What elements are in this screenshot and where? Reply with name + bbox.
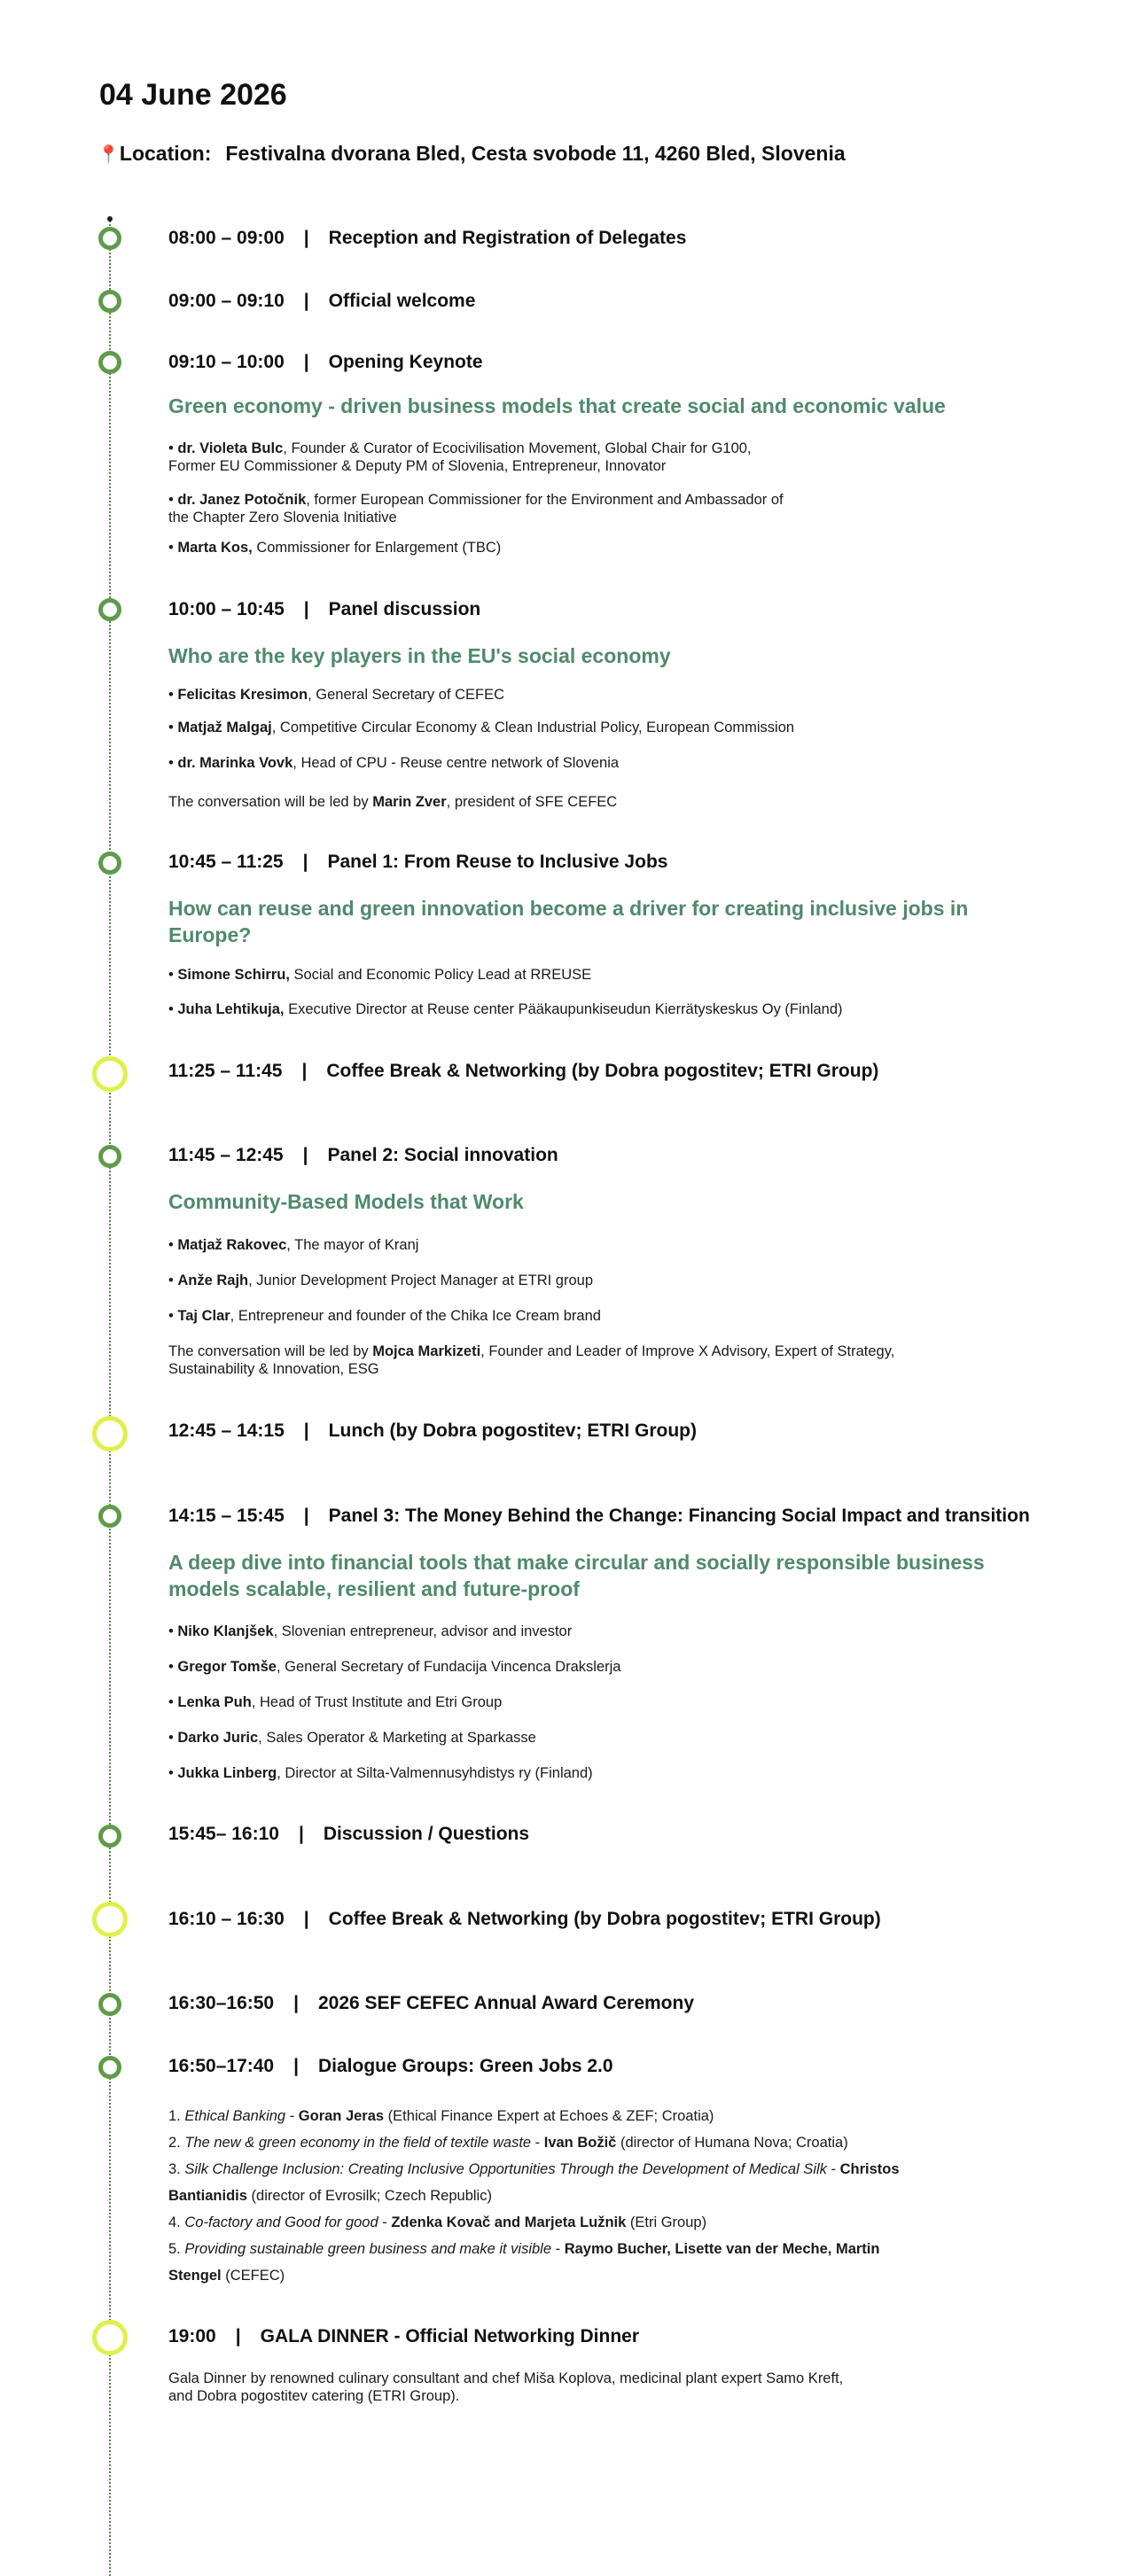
pin-icon: 📍 — [98, 145, 120, 165]
speaker-item: • Niko Klanjšek, Slovenian entrepreneur, advisor and investor — [168, 1623, 573, 1639]
speaker-name: dr. Marinka Vovk — [177, 755, 293, 771]
slot-separator: | — [302, 1145, 308, 1165]
location-line — [98, 142, 846, 166]
speaker-name: dr. Janez Potočnik — [177, 492, 307, 508]
group-dash: - — [285, 2108, 299, 2124]
group-number: 1. — [168, 2108, 181, 2124]
speaker-role: , Head of CPU - Reuse centre network of Slovenia — [293, 755, 620, 771]
speaker-role: , Head of Trust Institute and Etri Group — [251, 1694, 503, 1710]
moderator-role-cont: Sustainability & Innovation, ESG — [168, 1361, 379, 1377]
timeline-node — [98, 1993, 121, 2016]
group-dash: - — [531, 2135, 544, 2151]
speaker-role: , General Secretary of CEFEC — [308, 687, 505, 703]
group-people: Raymo Bucher, Lisette van der Meche, Martin — [564, 2241, 880, 2257]
dialogue-group-item — [168, 2129, 1055, 2156]
slot-separator: | — [303, 291, 309, 311]
schedule-slot — [168, 1506, 1055, 1527]
group-topic: Providing sustainable green business and make it visible — [184, 2241, 552, 2257]
session-subtitle: Who are the key players in the EU's social economy — [168, 644, 671, 667]
schedule-slot — [168, 1824, 1055, 1845]
schedule-slot — [168, 1145, 1055, 1166]
timeline-node — [98, 290, 121, 313]
dialogue-group-list — [168, 2103, 1055, 2289]
schedule-slot — [168, 291, 1055, 312]
slot-time: 11:25 – 11:45 — [168, 1061, 283, 1081]
slot-title: Lunch (by Dobra pogostitev; ETRI Group) — [328, 1420, 697, 1441]
speaker-role: , Founder & Curator of Ecocivilisation Movement, Global Chair for G100, — [283, 440, 752, 456]
page-title: 04 June 2026 — [99, 78, 287, 112]
speaker-role: , Junior Development Project Manager at ETRI group — [248, 1272, 593, 1288]
speaker-item: • dr. Marinka Vovk, Head of CPU - Reuse centre network of Slovenia — [168, 755, 620, 771]
slot-time: 11:45 – 12:45 — [168, 1145, 284, 1165]
group-number: 5. — [168, 2241, 181, 2257]
speaker-item: • dr. Violeta Bulc, Founder & Curator of Ecocivilisation Movement, Global Chair for G100, Former EU Commissioner & Deputy PM of Slovenia, Entrepreneur, Innovator — [168, 440, 752, 474]
dialogue-group-item — [168, 2156, 1055, 2209]
group-people: Ivan Božič — [543, 2135, 617, 2151]
speaker-name: Matjaž Malgaj — [177, 720, 272, 735]
group-number: 2. — [168, 2135, 181, 2151]
timeline-node — [98, 1825, 121, 1848]
timeline-node-break — [92, 2320, 128, 2355]
schedule-slot — [168, 2056, 1055, 2077]
timeline-node — [98, 227, 121, 250]
speaker-role-cont: Former EU Commissioner & Deputy PM of Slovenia, Entrepreneur, Innovator — [168, 458, 667, 474]
session-note — [168, 2370, 1055, 2405]
speaker-item: • Matjaž Rakovec, The mayor of Kranj — [168, 1237, 419, 1253]
group-dash: - — [551, 2241, 565, 2257]
subtitle-line: A deep dive into financial tools that make circular and socially responsible business — [168, 1551, 985, 1574]
session-subtitle: Community-Based Models that Work — [168, 1190, 524, 1213]
note-line: Gala Dinner by renowned culinary consultant and chef Miša Koplova, medicinal plant expert Samo Kreft, — [168, 2370, 844, 2386]
timeline-node — [98, 852, 121, 875]
speaker-name: Matjaž Rakovec — [177, 1237, 287, 1253]
timeline-node — [98, 1505, 121, 1528]
subtitle-line: Europe? — [168, 923, 252, 946]
slot-title: Discussion / Questions — [323, 1824, 530, 1844]
speaker-name: Taj Clar — [177, 1308, 230, 1324]
timeline-start-dot — [107, 216, 113, 222]
group-number: 4. — [168, 2214, 181, 2230]
speaker-role: Commissioner for Enlargement (TBC) — [252, 540, 502, 556]
group-topic: Silk Challenge Inclusion: Creating Inclusive Opportunities Through the Development of Medical Silk — [184, 2161, 827, 2177]
note-line: and Dobra pogostitev catering (ETRI Group). — [168, 2388, 460, 2404]
speaker-name: Gregor Tomše — [177, 1659, 277, 1675]
dialogue-group-item — [168, 2209, 1055, 2236]
slot-title: 2026 SEF CEFEC Annual Award Ceremony — [318, 1993, 695, 2013]
group-people-cont: Bantianidis — [168, 2188, 247, 2204]
slot-title: GALA DINNER - Official Networking Dinner — [260, 2326, 640, 2346]
speaker-name: Darko Juric — [177, 1730, 259, 1746]
slot-separator: | — [303, 599, 309, 619]
speaker-item: • Darko Juric, Sales Operator & Marketing at Sparkasse — [168, 1730, 536, 1746]
subtitle-line: models scalable, resilient and future-proof — [168, 1577, 580, 1600]
speaker-name: Marta Kos, — [177, 540, 253, 556]
schedule-slot — [168, 352, 1055, 373]
speaker-name: Simone Schirru, — [177, 967, 290, 983]
speaker-role: , General Secretary of Fundacija Vincenca Drakslerja — [276, 1659, 621, 1675]
timeline-node-break — [92, 1902, 128, 1937]
slot-time: 09:10 – 10:00 — [168, 352, 285, 372]
moderator-note — [168, 793, 1055, 811]
group-topic: Ethical Banking — [184, 2108, 286, 2124]
location-value: Festivalna dvorana Bled, Cesta svobode 11, 4260 Bled, Slovenia — [225, 142, 846, 165]
slot-separator: | — [302, 852, 308, 872]
slot-title: Coffee Break & Networking (by Dobra pogostitev; ETRI Group) — [328, 1909, 881, 1929]
session-subtitle — [168, 1549, 1046, 1602]
moderator-note — [168, 1342, 1055, 1378]
slot-title: Opening Keynote — [328, 352, 483, 372]
slot-separator: | — [303, 1506, 309, 1526]
speaker-item: • Gregor Tomše, General Secretary of Fundacija Vincenca Drakslerja — [168, 1659, 621, 1675]
slot-time: 16:50–17:40 — [168, 2056, 275, 2076]
group-affiliation: (Ethical Finance Expert at Echoes & ZEF; Croatia) — [384, 2108, 714, 2124]
speaker-item: • Marta Kos, Commissioner for Enlargement (TBC) — [168, 540, 502, 556]
speaker-role: Executive Director at Reuse center Pääkaupunkiseudun Kierrätyskeskus Oy (Finland) — [284, 1001, 843, 1017]
speaker-item: • Taj Clar, Entrepreneur and founder of the Chika Ice Cream brand — [168, 1308, 601, 1324]
slot-title: Reception and Registration of Delegates — [328, 228, 687, 248]
speaker-item: • Anže Rajh, Junior Development Project Manager at ETRI group — [168, 1272, 593, 1288]
schedule-slot — [168, 228, 1055, 249]
timeline-node-break — [92, 1416, 128, 1451]
timeline-node — [98, 598, 121, 621]
moderator-role: , president of SFE CEFEC — [446, 794, 618, 810]
slot-time: 15:45– 16:10 — [168, 1824, 279, 1844]
group-affiliation: (Etri Group) — [626, 2214, 707, 2230]
slot-separator: | — [303, 1909, 309, 1929]
dialogue-group-item — [168, 2236, 1055, 2289]
slot-title: Coffee Break & Networking (by Dobra pogostitev; ETRI Group) — [326, 1061, 879, 1081]
speaker-role: , Sales Operator & Marketing at Sparkasse — [258, 1730, 536, 1746]
slot-time: 14:15 – 15:45 — [168, 1506, 285, 1526]
slot-time: 16:10 – 16:30 — [168, 1909, 285, 1929]
speaker-role: , Director at Silta-Valmennusyhdistys ry (Finland) — [277, 1765, 593, 1781]
speaker-role: , The mayor of Kranj — [286, 1237, 419, 1253]
speaker-item: • dr. Janez Potočnik, former European Commissioner for the Environment and Ambassador of the Chapter Zero Slovenia Initiative — [168, 492, 784, 525]
slot-time: 16:30–16:50 — [168, 1993, 275, 2013]
schedule-slot — [168, 1993, 1055, 2014]
speaker-name: Jukka Linberg — [177, 1765, 277, 1781]
group-affiliation: (director of Evrosilk; Czech Republic) — [246, 2188, 492, 2204]
slot-title: Dialogue Groups: Green Jobs 2.0 — [318, 2056, 613, 2076]
speaker-item: • Felicitas Kresimon, General Secretary of CEFEC — [168, 687, 505, 703]
slot-time: 09:00 – 09:10 — [168, 291, 285, 311]
group-affiliation: (director of Humana Nova; Croatia) — [616, 2135, 848, 2151]
speaker-role: , former European Commissioner for the Environment and Ambassador of — [306, 492, 784, 508]
timeline-node — [98, 2056, 121, 2079]
timeline-line — [109, 218, 111, 2576]
schedule-slot — [168, 2326, 1055, 2347]
slot-separator: | — [303, 228, 309, 248]
speaker-role-cont: the Chapter Zero Slovenia Initiative — [168, 510, 397, 525]
group-topic: The new & green economy in the field of textile waste — [184, 2135, 532, 2151]
speaker-role: , Competitive Circular Economy & Clean Industrial Policy, European Commission — [271, 720, 795, 735]
moderator-prefix: The conversation will be led by — [168, 1343, 373, 1359]
slot-time: 10:45 – 11:25 — [168, 852, 284, 872]
speaker-name: Niko Klanjšek — [177, 1623, 274, 1639]
speaker-name: dr. Violeta Bulc — [177, 440, 284, 456]
schedule-slot — [168, 852, 1055, 873]
timeline-node — [98, 1145, 121, 1168]
dialogue-group-item — [168, 2103, 1055, 2129]
schedule-slot — [168, 1420, 1055, 1442]
slot-time: 10:00 – 10:45 — [168, 599, 285, 619]
slot-title: Panel 3: The Money Behind the Change: Financing Social Impact and transition — [328, 1506, 1030, 1526]
schedule-slot — [168, 599, 1055, 620]
slot-separator: | — [303, 1420, 309, 1441]
slot-separator: | — [298, 1824, 304, 1844]
speaker-item: • Jukka Linberg, Director at Silta-Valmennusyhdistys ry (Finland) — [168, 1765, 593, 1781]
group-topic: Co-factory and Good for good — [184, 2214, 378, 2230]
session-subtitle: Green economy - driven business models that create social and economic value — [168, 394, 946, 417]
timeline-node-break — [92, 1056, 128, 1092]
moderator-role: , Founder and Leader of Improve X Advisory, Expert of Strategy, — [480, 1343, 895, 1359]
speaker-name: Juha Lehtikuja, — [177, 1001, 285, 1017]
schedule-slot — [168, 1061, 1055, 1082]
group-people: Christos — [839, 2161, 900, 2177]
group-people: Goran Jeras — [298, 2108, 385, 2124]
subtitle-line: How can reuse and green innovation become a driver for creating inclusive jobs in — [168, 897, 969, 920]
moderator-name: Mojca Markizeti — [372, 1343, 481, 1359]
slot-time: 12:45 – 14:15 — [168, 1420, 285, 1441]
group-dash: - — [826, 2161, 840, 2177]
slot-time: 19:00 — [168, 2326, 216, 2346]
speaker-name: Anže Rajh — [177, 1272, 249, 1288]
slot-title: Panel 2: Social innovation — [327, 1145, 558, 1165]
moderator-name: Marin Zver — [372, 794, 447, 810]
group-number: 3. — [168, 2161, 181, 2177]
speaker-role: , Entrepreneur and founder of the Chika Ice Cream brand — [230, 1308, 601, 1324]
speaker-item: • Matjaž Malgaj, Competitive Circular Economy & Clean Industrial Policy, European Commission — [168, 720, 795, 735]
group-dash: - — [378, 2214, 392, 2230]
slot-separator: | — [293, 2056, 299, 2076]
speaker-name: Felicitas Kresimon — [177, 687, 308, 703]
group-affiliation: (CEFEC) — [221, 2268, 285, 2284]
speaker-item: • Simone Schirru, Social and Economic Policy Lead at RREUSE — [168, 967, 592, 983]
session-subtitle — [168, 895, 1046, 948]
speaker-item: • Lenka Puh, Head of Trust Institute and Etri Group — [168, 1694, 503, 1710]
group-people: Zdenka Kovač and Marjeta Lužnik — [391, 2214, 627, 2230]
slot-title: Panel 1: From Reuse to Inclusive Jobs — [327, 852, 668, 872]
slot-title: Official welcome — [328, 291, 476, 311]
location-label: Location: — [119, 142, 212, 165]
group-people-cont: Stengel — [168, 2268, 222, 2284]
moderator-prefix: The conversation will be led by — [168, 794, 373, 810]
slot-time: 08:00 – 09:00 — [168, 228, 285, 248]
speaker-role: Social and Economic Policy Lead at RREUSE — [289, 967, 592, 983]
schedule-slot — [168, 1909, 1055, 1930]
speaker-item: • Juha Lehtikuja, Executive Director at Reuse center Pääkaupunkiseudun Kierrätyskeskus Oy (Finland) — [168, 1001, 843, 1017]
slot-separator: | — [293, 1993, 299, 2013]
timeline-node — [98, 351, 121, 374]
slot-separator: | — [235, 2326, 241, 2346]
slot-title: Panel discussion — [328, 599, 481, 619]
speaker-role: , Slovenian entrepreneur, advisor and investor — [273, 1623, 573, 1639]
slot-separator: | — [301, 1061, 308, 1081]
slot-separator: | — [303, 352, 309, 372]
speaker-name: Lenka Puh — [177, 1694, 252, 1710]
